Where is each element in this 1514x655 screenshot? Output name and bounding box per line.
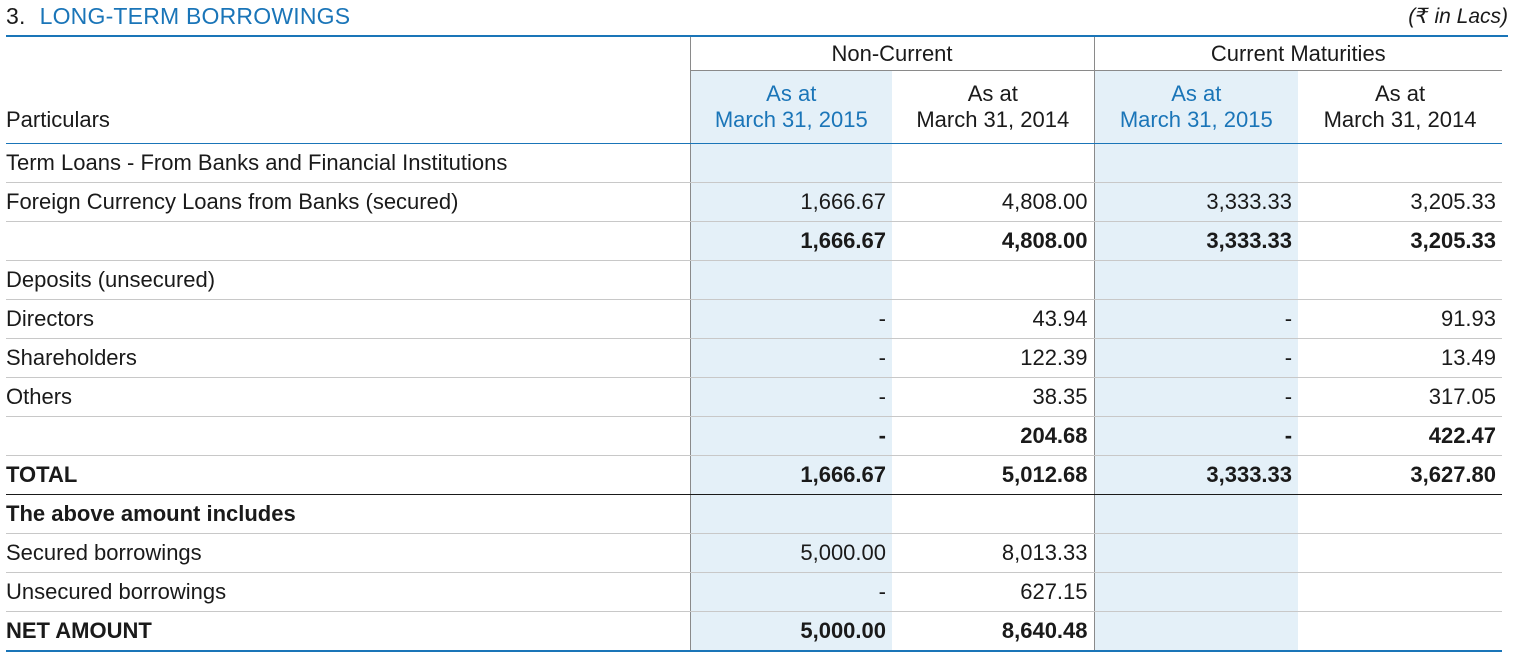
cell-nc-2015: - [690, 417, 892, 456]
cell-nc-2015 [690, 261, 892, 300]
cell-cm-2014 [1298, 534, 1502, 573]
table-row-total [6, 456, 1502, 495]
cell-nc-2014: 8,013.33 [892, 534, 1094, 573]
table-row-others [6, 378, 1502, 417]
table-row-includes-heading [6, 495, 1502, 534]
section-title [6, 3, 350, 30]
cell-cm-2015: - [1094, 378, 1298, 417]
table-row-net-amount [6, 612, 1502, 652]
cell-cm-2014: 3,205.33 [1298, 183, 1502, 222]
cell-cm-2015: - [1094, 339, 1298, 378]
cell-nc-2015: - [690, 378, 892, 417]
cell-nc-2015: 5,000.00 [690, 534, 892, 573]
header-current-maturities: Current Maturities [1094, 37, 1502, 71]
header-asat-cm-2014: As at [1374, 81, 1426, 106]
cell-cm-2015 [1094, 144, 1298, 183]
row-label: Foreign Currency Loans from Banks (secured) [6, 183, 690, 222]
cell-nc-2015: 5,000.00 [690, 612, 892, 652]
row-label: NET AMOUNT [6, 612, 690, 652]
cell-cm-2015 [1094, 495, 1298, 534]
cell-cm-2015: - [1094, 300, 1298, 339]
row-label [6, 222, 690, 261]
row-label [6, 417, 690, 456]
cell-nc-2014 [892, 261, 1094, 300]
cell-cm-2014 [1298, 261, 1502, 300]
table-row-deposits-subtotal [6, 417, 1502, 456]
table-row-shareholders [6, 339, 1502, 378]
row-label: Others [6, 378, 690, 417]
table-row-deposits-heading [6, 261, 1502, 300]
row-label: Term Loans - From Banks and Financial Institutions [6, 144, 690, 183]
cell-nc-2014 [892, 144, 1094, 183]
row-label: The above amount includes [6, 495, 690, 534]
cell-cm-2015 [1094, 612, 1298, 652]
row-label: Directors [6, 300, 690, 339]
header-particulars: Particulars [6, 107, 690, 144]
cell-cm-2014 [1298, 495, 1502, 534]
table-row-unsecured-borrowings [6, 573, 1502, 612]
cell-cm-2014: 91.93 [1298, 300, 1502, 339]
row-label: Unsecured borrowings [6, 573, 690, 612]
cell-nc-2014: 4,808.00 [892, 222, 1094, 261]
header-asat-nc-2014: As at [967, 81, 1018, 106]
cell-nc-2014: 122.39 [892, 339, 1094, 378]
cell-cm-2015: 3,333.33 [1094, 456, 1298, 495]
cell-cm-2014 [1298, 573, 1502, 612]
cell-cm-2014: 422.47 [1298, 417, 1502, 456]
header-asat-cm-2015: As at [1094, 71, 1298, 108]
cell-cm-2014 [1298, 612, 1502, 652]
cell-nc-2014: 4,808.00 [892, 183, 1094, 222]
cell-cm-2014: 3,205.33 [1298, 222, 1502, 261]
header-group-row [6, 37, 1502, 71]
cell-nc-2014: 38.35 [892, 378, 1094, 417]
header-blank-cell [6, 37, 690, 71]
cell-nc-2015: 1,666.67 [690, 222, 892, 261]
cell-nc-2015: 1,666.67 [690, 183, 892, 222]
cell-cm-2014: 3,627.80 [1298, 456, 1502, 495]
cell-nc-2014: 43.94 [892, 300, 1094, 339]
cell-cm-2015: - [1094, 417, 1298, 456]
cell-cm-2014: 13.49 [1298, 339, 1502, 378]
cell-nc-2015 [690, 495, 892, 534]
cell-nc-2014: 627.15 [892, 573, 1094, 612]
cell-nc-2015: - [690, 300, 892, 339]
page [6, 0, 1508, 652]
row-label: Deposits (unsecured) [6, 261, 690, 300]
cell-cm-2015: 3,333.33 [1094, 183, 1298, 222]
header-asat-nc-2015: As at [690, 71, 892, 108]
cell-cm-2014: 317.05 [1298, 378, 1502, 417]
cell-cm-2015 [1094, 534, 1298, 573]
section-title-text: LONG-TERM BORROWINGS [39, 3, 351, 29]
header-date-nc-2014: March 31, 2014 [892, 107, 1094, 144]
header-date-nc-2015: March 31, 2015 [690, 107, 892, 144]
cell-nc-2014 [892, 495, 1094, 534]
cell-cm-2015 [1094, 573, 1298, 612]
header-asat-row [6, 71, 1502, 108]
header-date-cm-2015: March 31, 2015 [1094, 107, 1298, 144]
header-noncurrent: Non-Current [690, 37, 1094, 71]
cell-nc-2014: 8,640.48 [892, 612, 1094, 652]
cell-cm-2014 [1298, 144, 1502, 183]
cell-nc-2015: - [690, 339, 892, 378]
unit-note: (₹ in Lacs) [1408, 5, 1508, 28]
row-label: TOTAL [6, 456, 690, 495]
row-label: Shareholders [6, 339, 690, 378]
table-row-foreign-currency-loans [6, 183, 1502, 222]
table-row-secured-borrowings [6, 534, 1502, 573]
cell-nc-2014: 204.68 [892, 417, 1094, 456]
borrowings-table [6, 37, 1502, 652]
table-row-directors [6, 300, 1502, 339]
cell-nc-2014: 5,012.68 [892, 456, 1094, 495]
header-date-row [6, 107, 1502, 144]
cell-nc-2015 [690, 144, 892, 183]
header-blank-cell [6, 71, 690, 108]
cell-cm-2015 [1094, 261, 1298, 300]
row-label: Secured borrowings [6, 534, 690, 573]
table-row-term-loans-subtotal [6, 222, 1502, 261]
header-date-cm-2014: March 31, 2014 [1298, 107, 1502, 144]
cell-nc-2015: 1,666.67 [690, 456, 892, 495]
section-header [6, 0, 1508, 37]
section-number: 3. [6, 3, 26, 29]
cell-nc-2015: - [690, 573, 892, 612]
cell-cm-2015: 3,333.33 [1094, 222, 1298, 261]
table-row-term-loans-heading [6, 144, 1502, 183]
